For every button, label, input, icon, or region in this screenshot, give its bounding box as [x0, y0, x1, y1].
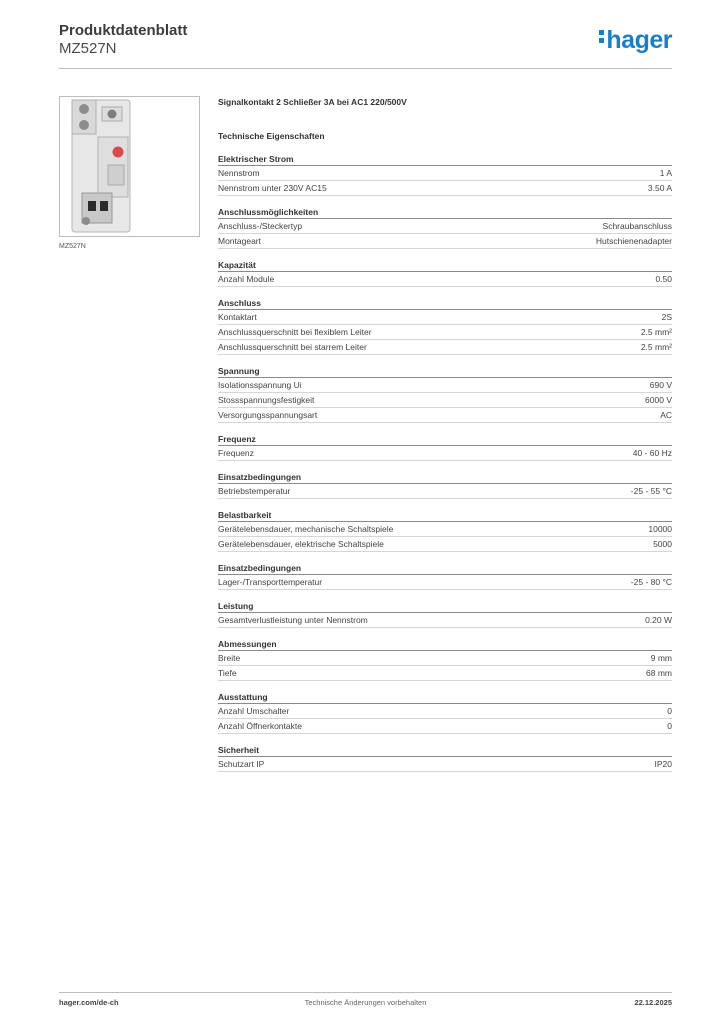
- spec-row: [218, 484, 672, 499]
- spec-value: -25 - 55 °C: [630, 486, 672, 496]
- spec-row: [218, 310, 672, 325]
- spec-row: [218, 378, 672, 393]
- spec-section: [218, 471, 672, 499]
- spec-label: Anschlussquerschnitt bei starrem Leiter: [218, 342, 367, 352]
- logo-text: hager: [606, 26, 672, 54]
- spec-label: Isolationsspannung Ui: [218, 380, 302, 390]
- spec-row: [218, 666, 672, 681]
- footer-website-link[interactable]: hager.com/de-ch: [59, 998, 119, 1007]
- spec-label: Nennstrom unter 230V AC15: [218, 183, 327, 193]
- spec-section: [218, 433, 672, 461]
- spec-value: 9 mm: [650, 653, 672, 663]
- section-title: Spannung: [218, 365, 672, 378]
- spec-value: 68 mm: [646, 668, 672, 678]
- footer-notice: Technische Änderungen vorbehalten: [304, 998, 427, 1007]
- spec-section: [218, 206, 672, 249]
- spec-label: Schutzart IP: [218, 759, 265, 769]
- spec-row: [218, 166, 672, 181]
- spec-row: [218, 522, 672, 537]
- spec-section: [218, 691, 672, 734]
- spec-label: Lager-/Transporttemperatur: [218, 577, 323, 587]
- spec-value: 2.5 mm²: [640, 327, 672, 337]
- spec-section: [218, 638, 672, 681]
- spec-section: [218, 297, 672, 355]
- footer-date: 22.12.2025: [634, 998, 672, 1007]
- spec-label: Frequenz: [218, 448, 254, 458]
- spec-row: [218, 219, 672, 234]
- spec-section: [218, 259, 672, 287]
- spec-label: Tiefe: [218, 668, 237, 678]
- spec-label: Gerätelebensdauer, mechanische Schaltspiele: [218, 524, 394, 534]
- section-title: Einsatzbedingungen: [218, 471, 672, 484]
- spec-label: Anzahl Öffnerkontakte: [218, 721, 302, 731]
- spec-row: [218, 613, 672, 628]
- spec-label: Kontaktart: [218, 312, 257, 322]
- spec-label: Gerätelebensdauer, elektrische Schaltspiele: [218, 539, 384, 549]
- spec-value: AC: [660, 410, 672, 420]
- spec-row: [218, 719, 672, 734]
- spec-row: [218, 340, 672, 355]
- tech-properties-heading: Technische Eigenschaften: [218, 131, 325, 141]
- section-title: Sicherheit: [218, 744, 672, 757]
- spec-value: 0.20 W: [645, 615, 672, 625]
- spec-value: 3.50 A: [647, 183, 672, 193]
- spec-value: 2.5 mm²: [640, 342, 672, 352]
- section-title: Abmessungen: [218, 638, 672, 651]
- product-photo-icon: [60, 97, 199, 236]
- section-title: Kapazität: [218, 259, 672, 272]
- spec-value: Hutschienenadapter: [595, 236, 672, 246]
- document-header: [59, 22, 187, 58]
- spec-row: [218, 181, 672, 196]
- footer-divider: [59, 992, 672, 993]
- spec-row: [218, 325, 672, 340]
- spec-row: [218, 234, 672, 249]
- product-image: [59, 96, 200, 237]
- spec-row: [218, 408, 672, 423]
- spec-value: IP20: [654, 759, 672, 769]
- hager-logo: [599, 26, 672, 55]
- spec-value: -25 - 80 °C: [630, 577, 672, 587]
- spec-value: 0: [667, 706, 672, 716]
- spec-label: Anschlussquerschnitt bei flexiblem Leiter: [218, 327, 372, 337]
- spec-section: [218, 562, 672, 590]
- spec-row: [218, 575, 672, 590]
- section-title: Anschluss: [218, 297, 672, 310]
- spec-value: 2S: [661, 312, 672, 322]
- image-caption: MZ527N: [59, 243, 86, 250]
- document-title: Produktdatenblatt: [59, 22, 188, 39]
- spec-value: 0.50: [655, 274, 672, 284]
- section-title: Einsatzbedingungen: [218, 562, 672, 575]
- section-title: Elektrischer Strom: [218, 153, 672, 166]
- header-divider: [59, 68, 672, 69]
- spec-row: [218, 272, 672, 287]
- section-title: Leistung: [218, 600, 672, 613]
- spec-row: [218, 704, 672, 719]
- spec-section: [218, 153, 672, 196]
- spec-label: Anzahl Module: [218, 274, 275, 284]
- spec-label: Gesamtverlustleistung unter Nennstrom: [218, 615, 368, 625]
- spec-section: [218, 600, 672, 628]
- section-title: Belastbarkeit: [218, 509, 672, 522]
- spec-row: [218, 537, 672, 552]
- spec-section: [218, 365, 672, 423]
- spec-label: Stossspannungsfestigkeit: [218, 395, 315, 405]
- spec-row: [218, 446, 672, 461]
- spec-value: Schraubanschluss: [602, 221, 672, 231]
- spec-row: [218, 651, 672, 666]
- spec-value: 10000: [648, 524, 672, 534]
- product-number: MZ527N: [59, 40, 117, 57]
- spec-content: [218, 96, 672, 782]
- spec-sections: [218, 153, 672, 772]
- section-title: Anschlussmöglichkeiten: [218, 206, 672, 219]
- product-description: Signalkontakt 2 Schließer 3A bei AC1 220/500V: [218, 97, 407, 107]
- spec-section: [218, 744, 672, 772]
- spec-label: Breite: [218, 653, 241, 663]
- spec-value: 1 A: [659, 168, 672, 178]
- spec-row: [218, 757, 672, 772]
- spec-label: Montageart: [218, 236, 261, 246]
- spec-value: 40 - 60 Hz: [632, 448, 672, 458]
- spec-value: 6000 V: [645, 395, 672, 405]
- spec-label: Betriebstemperatur: [218, 486, 291, 496]
- section-title: Ausstattung: [218, 691, 672, 704]
- spec-label: Nennstrom: [218, 168, 260, 178]
- spec-row: [218, 393, 672, 408]
- spec-value: 690 V: [649, 380, 672, 390]
- spec-section: [218, 509, 672, 552]
- spec-value: 0: [667, 721, 672, 731]
- spec-value: 5000: [653, 539, 672, 549]
- spec-label: Anzahl Umschalter: [218, 706, 290, 716]
- spec-label: Anschluss-/Steckertyp: [218, 221, 303, 231]
- section-title: Frequenz: [218, 433, 672, 446]
- spec-label: Versorgungsspannungsart: [218, 410, 318, 420]
- logo-colon-icon: [599, 27, 606, 46]
